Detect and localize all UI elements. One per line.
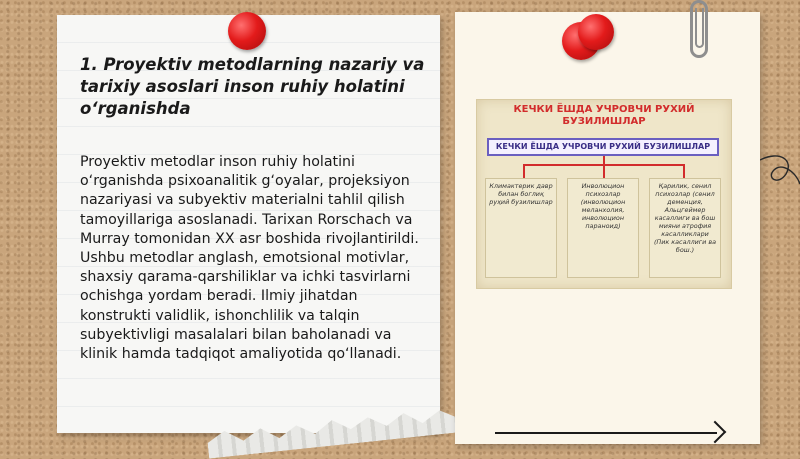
diagram-column-2: Инволюцион психозлар (инволюцион меланхолия, инволюцион параноид) (567, 178, 639, 278)
slide-body-text: Proyektiv metodlar inson ruhiy holatini o‘rganishda psixoanalitik g‘oyalar, projeksiyon nazariyasi va subyektiv materialni tahlil qilish tamoyillariga asoslanadi. Tarixan Rorschach va Murray tomonidan XX asr boshida rivojlantirildi. Ushbu metodlar anglash, emotsional motivlar, shaxsiy qarama-qarshiliklar va ichki tasvirlarni ochishga yordam beradi. Ilmiy jihatdan konstrukti validlik, ishonchlilik va talqin subyektivligi masalalari bilan baholanadi va klinik hamda tadqiqot amaliyotida qo‘llanadi. (80, 154, 419, 363)
decorative-curl-icon (760, 150, 800, 200)
arrow-right-icon (495, 432, 717, 434)
paperclip-inner-loop (695, 8, 704, 48)
diagram-column-1: Климактерик давр билан боглиқ руҳий бузилишлар (485, 178, 557, 278)
embedded-diagram-image (476, 99, 732, 289)
slide-title: 1. Proyektiv metodlarning nazariy va tarixiy asoslari inson ruhiy holatini o‘rganishda (80, 55, 425, 118)
diagram-title: КЕЧКИ ЁШДА УЧРОВЧИ РУХИЙ БУЗИЛИШЛАР (513, 104, 695, 127)
diagram-connector-left (523, 164, 525, 178)
red-pushpin-right-front (578, 14, 614, 50)
diagram-connector-middle (603, 164, 605, 178)
diagram-header-box: КЕЧКИ ЁШДА УЧРОВЧИ РУХИЙ БУЗИЛИШЛАР (487, 138, 719, 156)
diagram-connector-right (683, 164, 685, 178)
red-pushpin-left (228, 12, 266, 50)
diagram-column-3: Қарилик, сенил психозлар (сенил деменция, Альцгеймер касаллиги ва бош мияни атрофия касалликлари (Пик касаллиги ва бош.) (649, 178, 721, 278)
